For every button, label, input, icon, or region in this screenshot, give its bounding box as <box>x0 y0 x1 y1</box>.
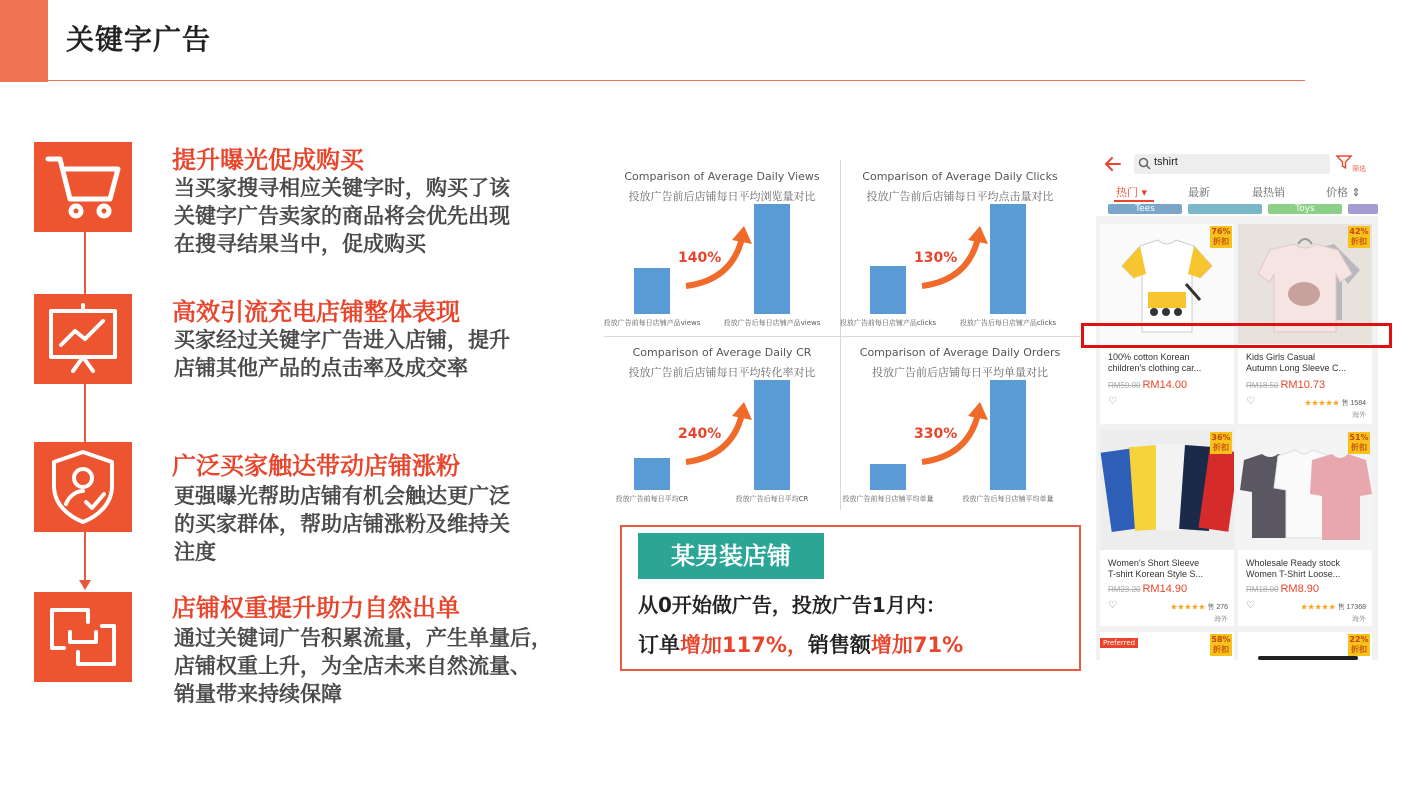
header-divider <box>48 80 1305 81</box>
phone-search-screenshot <box>1096 148 1378 660</box>
filter-label[interactable]: 筛选 <box>1352 165 1366 173</box>
feature-title-weight: 店铺权重提升助力自然出单 <box>172 594 460 622</box>
shop-location: 海外 <box>1352 412 1366 419</box>
back-arrow-icon[interactable] <box>1104 156 1122 172</box>
filter-icon[interactable] <box>1336 155 1352 169</box>
chart-grid-horizontal <box>604 336 1080 337</box>
heart-icon[interactable]: ♡ <box>1246 396 1255 407</box>
chart-category-label: 投放广告前每日店铺平均单量 <box>842 495 934 503</box>
preferred-label: Preferred <box>1100 638 1138 648</box>
header-accent-block <box>0 0 48 82</box>
feature-desc-reach: 更强曝光帮助店铺有机会触达更广泛 的买家群体，帮助店铺涨粉及维持关 注度 <box>174 484 510 564</box>
discount-badge: 42% 折扣 <box>1349 227 1369 246</box>
product-price: RM18.50 RM10.73 <box>1246 379 1326 391</box>
product-card[interactable] <box>1238 632 1372 660</box>
search-input[interactable] <box>1134 154 1330 174</box>
price-highlight-box <box>1081 323 1392 348</box>
chart-category-label: 投放广告后每日店铺平均单量 <box>962 495 1054 503</box>
product-card[interactable] <box>1100 430 1234 626</box>
discount-badge: 51% 折扣 <box>1349 433 1369 452</box>
sort-tabs <box>1096 182 1378 202</box>
chart-bar <box>870 266 906 314</box>
feature-desc-weight: 通过关键词广告积累流量，产生单量后， 店铺权重上升，为全店未来自然流量、 销量带来持续保障 <box>174 626 552 706</box>
discount-badge: 76% 折扣 <box>1211 227 1231 246</box>
connector-arrow-icon <box>79 580 91 590</box>
case-results-line: 订单增加117%，销售额增加71% <box>638 633 964 657</box>
chart-grid-vertical <box>840 160 841 510</box>
growth-percent-label: 130% <box>914 250 958 266</box>
tab-latest[interactable]: 最新 <box>1188 186 1210 199</box>
growth-percent-label: 240% <box>678 426 722 442</box>
heart-icon[interactable]: ♡ <box>1108 396 1117 407</box>
feature-title-traffic: 高效引流充电店铺整体表现 <box>172 298 460 326</box>
growth-percent-label: 330% <box>914 426 958 442</box>
chart-subtitle: 投放广告前后店铺每日平均转化率对比 <box>628 366 816 379</box>
heart-icon[interactable]: ♡ <box>1246 600 1255 611</box>
product-price: RM59.00 RM14.00 <box>1108 379 1188 391</box>
feature-title-reach: 广泛买家触达带动店铺涨粉 <box>172 452 460 480</box>
chip-tees[interactable]: Tees <box>1108 204 1182 214</box>
page-title: 关键字广告 <box>66 23 212 56</box>
presentation-chart-icon <box>34 294 132 384</box>
tab-top-sales[interactable]: 最热销 <box>1252 186 1285 199</box>
shopping-cart-icon <box>34 142 132 232</box>
chart-category-label: 投放广告前每日店铺产品clicks <box>839 319 937 327</box>
product-card[interactable] <box>1100 632 1234 660</box>
chip-more[interactable] <box>1348 204 1378 214</box>
product-card[interactable] <box>1238 430 1372 626</box>
linked-squares-icon <box>34 592 132 682</box>
chart-bar <box>634 458 670 490</box>
sold-count: ★★★★★ 售 17368 <box>1300 604 1366 611</box>
shop-location: 海外 <box>1214 616 1228 623</box>
chip-toys[interactable]: Toys <box>1268 204 1342 214</box>
chip-blank[interactable] <box>1188 204 1262 214</box>
chart-title: Comparison of Average Daily CR <box>632 346 812 359</box>
chart-title: Comparison of Average Daily Views <box>624 170 820 183</box>
discount-badge: 36% 折扣 <box>1211 433 1231 452</box>
chart-category-label: 投放广告后每日店铺产品views <box>723 319 821 327</box>
feature-desc-traffic: 买家经过关键字广告进入店铺，提升 店铺其他产品的点击率及成交率 <box>174 328 510 380</box>
search-value: tshirt <box>1154 156 1178 168</box>
discount-badge: 22% 折扣 <box>1349 635 1369 654</box>
discount-badge: 58% 折扣 <box>1211 635 1231 654</box>
phone-header <box>1096 148 1378 204</box>
bar-chart <box>842 338 1078 510</box>
search-icon <box>1138 157 1151 170</box>
chart-bar <box>870 464 906 490</box>
shop-location: 海外 <box>1352 616 1366 623</box>
chart-subtitle: 投放广告前后店铺每日平均点击量对比 <box>866 190 1054 203</box>
chart-subtitle: 投放广告前后店铺每日平均单量对比 <box>872 366 1048 379</box>
chart-category-label: 投放广告前每日店铺产品views <box>603 319 701 327</box>
product-name: Wholesale Ready stock Women T-Shirt Loose... <box>1246 558 1341 579</box>
product-name: Women's Short Sleeve T-shirt Korean Style S... <box>1108 558 1204 579</box>
hanger-shape <box>1258 656 1358 660</box>
chart-category-label: 投放广告后每日平均CR <box>735 495 809 503</box>
bar-chart <box>839 162 1078 334</box>
shield-user-icon <box>34 442 132 532</box>
feature-title-exposure: 提升曝光促成购买 <box>172 146 364 174</box>
bar-chart <box>603 162 838 334</box>
chart-title: Comparison of Average Daily Clicks <box>862 170 1058 183</box>
case-study-box <box>620 525 1081 671</box>
growth-percent-label: 140% <box>678 250 722 266</box>
sold-count: ★★★★★ 售 1584 <box>1304 400 1366 407</box>
chart-title: Comparison of Average Daily Orders <box>859 346 1061 359</box>
active-tab-indicator <box>1114 200 1154 202</box>
tab-price[interactable]: 价格 ⇕ <box>1326 186 1361 199</box>
bar-chart <box>606 338 838 510</box>
chart-subtitle: 投放广告前后店铺每日平均浏览量对比 <box>628 190 816 203</box>
case-store-tag: 某男装店铺 <box>638 533 824 579</box>
feature-desc-exposure: 当买家搜寻相应关键字时，购买了该 关键字广告卖家的商品将会优先出现 在搜寻结果当中，促成购买 <box>174 176 510 256</box>
chart-category-label: 投放广告前每日平均CR <box>615 495 689 503</box>
product-price: RM18.00 RM8.90 <box>1246 583 1319 595</box>
case-summary-line: 从0开始做广告，投放广告1月内： <box>638 593 946 617</box>
chart-category-label: 投放广告后每日店铺产品clicks <box>959 319 1057 327</box>
tab-popular[interactable]: 热门 ▾ <box>1116 186 1148 199</box>
product-name: Kids Girls Casual Autumn Long Sleeve C... <box>1246 352 1347 373</box>
product-name: 100% cotton Korean children's clothing car... <box>1108 352 1202 373</box>
sold-count: ★★★★★ 售 276 <box>1170 604 1228 611</box>
product-price: RM23.20 RM14.90 <box>1108 583 1188 595</box>
heart-icon[interactable]: ♡ <box>1108 600 1117 611</box>
chart-bar <box>634 268 670 314</box>
category-chips <box>1096 204 1378 216</box>
